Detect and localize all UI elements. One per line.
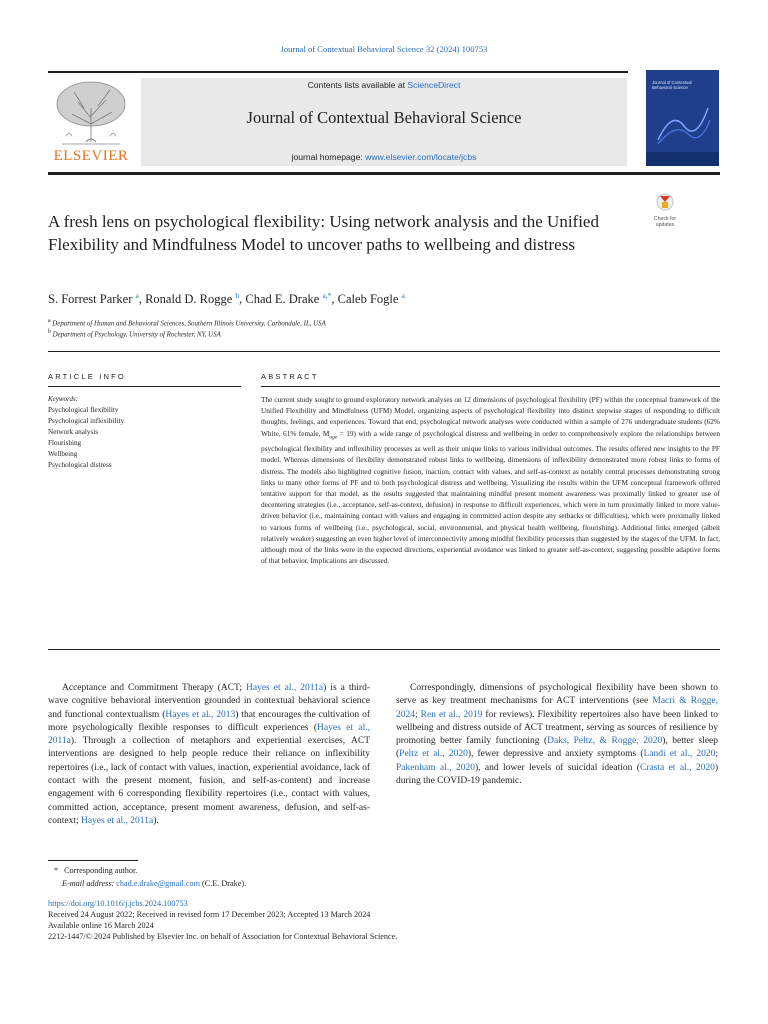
cover-band (646, 152, 719, 166)
check-for-updates-badge[interactable] (646, 193, 684, 233)
received-dates: Received 24 August 2022; Received in revised form 17 December 2023; Accepted 13 March 2024 (48, 910, 371, 919)
doi-link[interactable] (48, 899, 188, 910)
citation-link[interactable]: Hayes et al., 2013 (165, 709, 236, 720)
journal-cover-thumbnail[interactable] (646, 70, 719, 166)
body-text: for reviews). Flexibility repertoires also have been linked to wellbeing and distress outside of ACT treatment, serving as sources of resilience by promoting better family functioning ( (396, 709, 719, 747)
citation-link[interactable]: Hayes et al., 2011a (48, 722, 370, 747)
citation-link[interactable]: Macri & Rogge, 2024 (396, 696, 718, 720)
affiliation-text: Department of Human and Behavioral Sciences, Southern Illinois University, Carbondale, IL, USA (52, 320, 326, 328)
author-affil-mark[interactable]: a (401, 291, 405, 300)
header-bottom-rule (48, 172, 720, 175)
article-title: A fresh lens on psychological flexibility: Using network analysis and the Unified Flexibility and Mindfulness Model to uncover paths to wellbeing and distress (48, 212, 599, 254)
contents-line (141, 80, 627, 90)
abstract-part-2: = 19) with a wide range of psychological distress and wellbeing in order to comprehensively explore the relationships between psychological flexibility and inflexibility processes as well as their unique links to various individual outcomes. The results offered new insights to the PF model. Whereas dimensions of flexibility demonstrated robust links to wellbeing, dimensions of inflexibility demonstrated more robust links to forms of distress. The models also highlighted cognitive fusion, inaction, contact with values, and self-as-context as notably central processes demonstrating strong links to many other forms of PF and to both psychological distress and wellbeing. Visualizing the results within the UFM conceptual framework offered tentative support for that model, as the results suggested that maintaining mindful present moment awareness was proximally linked to greater use of decentering strategies (i.e., acceptance, self-as-context, defusion) in response to difficult experiences, which were in turn proximally linked to more value-driven behavior (i.e., maintaining contact with values and engaging in committed action despite any setbacks or difficulties), which were proximally linked to various forms of wellbeing (i.e., psychological, social, environmental, and physical health wellbeing, flourishing). Additional links emerged (albeit relatively weaker) suggesting an even higher level of interconnectivity among mindful flexibility processes than suggested by the stages of the UFM. In fact, although most of the links were in the expected directions, experiential avoidance was linked to greater self-as-context, suggesting possible adaptive forms of that behavior. Implications are discussed. (261, 428, 720, 566)
keyword: Network analysis (48, 428, 99, 436)
keyword: Psychological inflexibility (48, 417, 125, 425)
citation-link[interactable]: Hayes et al., 2011a (80, 815, 154, 826)
tree-icon (48, 78, 134, 148)
check-for-updates-icon (653, 193, 677, 211)
citation-link[interactable]: Crasta et al., 2020 (639, 762, 715, 773)
corresponding-text: Corresponding author. (64, 866, 138, 875)
keyword: Wellbeing (48, 450, 78, 458)
body-text: ) is a third-wave cognitive behavioral intervention grounded in contextual behavioral science and functional contextualism ( (48, 683, 370, 720)
citation-link[interactable]: Landi et al., 2020 (643, 749, 716, 760)
keyword: Psychological distress (48, 461, 112, 469)
affiliation (48, 329, 698, 338)
citation-link[interactable]: Daks, Peltz, & Rogge, 2020 (547, 736, 663, 747)
author-name[interactable]: Chad E. Drake (245, 292, 320, 307)
body-paragraph (48, 682, 370, 828)
abstract-subscript: age (329, 434, 338, 441)
keyword: Psychological flexibility (48, 406, 119, 414)
available-online: Available online 16 March 2024 (48, 921, 154, 930)
body-text: ). (153, 815, 159, 826)
citation-link[interactable]: Peltz et al., 2020 (399, 749, 468, 760)
cover-art-icon (654, 100, 712, 148)
body-text: ) that encourages the cultivation of more psychologically flexible responses to difficult experiences ( (48, 709, 370, 733)
body-column-right (396, 682, 718, 788)
publisher-wordmark[interactable]: ELSEVIER (53, 148, 129, 164)
sciencedirect-link[interactable]: ScienceDirect (407, 80, 461, 90)
affiliation (48, 318, 698, 327)
homepage-prefix: journal homepage: (291, 152, 363, 162)
author-name[interactable]: Ronald D. Rogge (145, 292, 233, 307)
author-affil-mark[interactable]: a,* (322, 291, 332, 300)
body-text: Correspondingly, dimensions of psychological flexibility have been shown to serve as key treatment mechanisms for ACT interventions (see (396, 683, 718, 707)
badge-line-1: Check for (653, 216, 677, 222)
body-text: Acceptance and Commitment Therapy (ACT; (62, 683, 246, 693)
abstract-part-1: The current study sought to ground exploratory network analyses on 12 dimensions of psychological flexibility (PF) within the conceptual framework of the Unified Flexibility and Mindfulness (UFM) Model, organizing aspects of psychological flexibility into distinct stepwise stages of responding to difficult thoughts, feelings, and experiences. Toward that end, psychological network analyses were conducted within a sample of 276 undergraduate students (62% White, 61% female, M (261, 395, 720, 438)
keyword: Flourishing (48, 439, 82, 447)
journal-reference[interactable]: Journal of Contextual Behavioral Science 32 (2024) 100753 (280, 44, 488, 54)
copyright-line: 2212-1447/© 2024 Published by Elsevier Inc. on behalf of Association for Contextual Behavioral Science. (48, 932, 398, 941)
article-info-heading: ARTICLE INFO (48, 372, 126, 381)
email-link[interactable]: chad.e.drake@gmail.com (116, 879, 200, 888)
section-divider (48, 649, 720, 650)
body-text: ), better sleep ( (396, 736, 719, 760)
cover-title: Journal of Contextual Behavioral Science (652, 80, 692, 90)
abstract-heading: ABSTRACT (261, 372, 319, 381)
keywords-label: Keywords: (48, 395, 79, 403)
email-owner: (C.E. Drake). (202, 879, 247, 888)
badge-line-2: updates (655, 222, 675, 228)
body-text: ; (415, 709, 421, 720)
body-column-left (48, 682, 370, 828)
body-text: ), fewer depressive and anxiety symptoms ( (467, 749, 644, 760)
author-list: S. Forrest Parker $^a$, Ronald D. Rogge $^b$, Chad E. Drake $^{a,*}$, Caleb Fogle $^a$ (48, 291, 405, 307)
citation-link[interactable]: Ren et al., 2019 (420, 709, 483, 720)
doi-text[interactable]: https://doi.org/10.1016/j.jcbs.2024.100753 (48, 899, 188, 908)
body-text: ; (715, 749, 718, 760)
section-divider (48, 351, 720, 352)
affiliation-text: Department of Psychology, University of Rochester, NY, USA (52, 331, 221, 339)
citation-link[interactable]: Pakenham al., 2020 (396, 762, 475, 773)
email-note (62, 879, 246, 888)
author-affil-mark[interactable]: b (235, 291, 240, 300)
header-top-rule (48, 71, 628, 73)
journal-title: Journal of Contextual Behavioral Science (246, 108, 522, 127)
footnote-star: * (54, 866, 59, 875)
body-paragraph (396, 682, 718, 788)
body-text: ). Through a collection of metaphors and experiential exercises, ACT interventions are designed to help people reduce their reliance on inflexibility repertoires (i.e., lack of contact with values, inaction, experiential avoidance, lack of contact with the present moment, fusion, and self-as-content) and increase engagement with 6 corresponding flexibility repertoires (i.e., contact with values, committed action, acceptance, present moment awareness, defusion, and self-as-context; (48, 736, 370, 826)
abstract-rule (261, 386, 720, 387)
author-name[interactable]: Caleb Fogle (337, 292, 399, 307)
affiliation-mark: a (48, 318, 51, 324)
article-info-rule (48, 386, 241, 387)
abstract-text (261, 394, 720, 567)
email-label: E-mail address: (62, 879, 115, 888)
journal-homepage-line (141, 152, 627, 162)
affiliation-mark: b (48, 329, 51, 335)
author-affil-mark[interactable]: a (135, 291, 139, 300)
keywords-list (48, 405, 124, 471)
body-text: ), and lower levels of suicidal ideation ( (474, 762, 640, 773)
footnote-rule (48, 860, 138, 861)
contents-prefix: Contents lists available at (307, 80, 406, 90)
body-text: ) during the COVID-19 pandemic. (396, 762, 718, 787)
homepage-link[interactable]: www.elsevier.com/locate/jcbs (365, 152, 477, 162)
citation-link[interactable]: Hayes et al., 2011a (246, 683, 324, 693)
author-name[interactable]: S. Forrest Parker (48, 292, 133, 307)
corresponding-author-note (48, 866, 137, 875)
